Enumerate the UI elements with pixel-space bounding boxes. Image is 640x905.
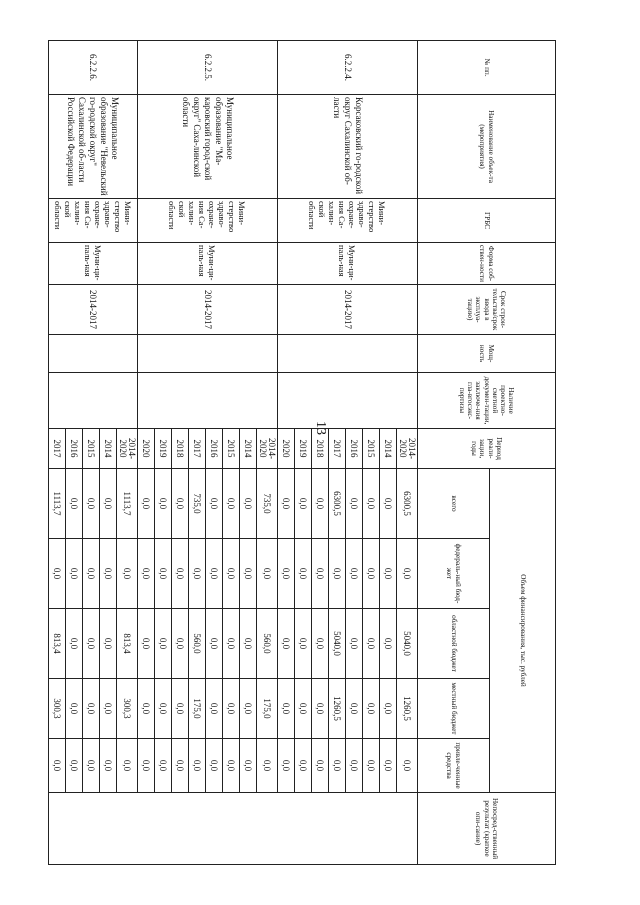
total-cell: 0,0 — [155, 469, 172, 539]
period-cell: 2014-2020 — [397, 429, 418, 469]
header-grbs: ГРБС — [418, 199, 556, 243]
local-cell: 0,0 — [83, 679, 100, 739]
federal-cell: 0,0 — [397, 539, 418, 609]
period-cell: 2017 — [329, 429, 346, 469]
period-cell: 2014-2020 — [257, 429, 278, 469]
private-cell: 0,0 — [100, 739, 117, 793]
table-row — [117, 41, 138, 865]
private-cell: 0,0 — [312, 739, 329, 793]
object-name: Муниципальное образование "Ма-каровский город-ской округ" Саха-линской области — [138, 95, 278, 199]
period-cell: 2016 — [206, 429, 223, 469]
object-name: Корсаковский го-родской округ Сахалинской об-ласти — [278, 95, 418, 199]
table-row — [257, 41, 278, 865]
total-cell: 0,0 — [83, 469, 100, 539]
regional-cell: 0,0 — [83, 609, 100, 679]
private-cell: 0,0 — [295, 739, 312, 793]
local-cell: 0,0 — [223, 679, 240, 739]
federal-cell: 0,0 — [363, 539, 380, 609]
header-term: Срок строи-тельства/срок ввода в эксплуа-тацию) — [418, 285, 556, 335]
period-cell: 2014-2020 — [117, 429, 138, 469]
total-cell: 0,0 — [240, 469, 257, 539]
local-cell: 0,0 — [138, 679, 155, 739]
regional-cell: 0,0 — [100, 609, 117, 679]
header-local: местный бюджет — [418, 679, 490, 739]
local-cell: 0,0 — [172, 679, 189, 739]
regional-cell: 0,0 — [240, 609, 257, 679]
header-period: Период реали-зации, годы — [418, 429, 556, 469]
local-cell: 1260,5 — [397, 679, 418, 739]
period-cell: 2017 — [49, 429, 66, 469]
private-cell: 0,0 — [223, 739, 240, 793]
regional-cell: 813,4 — [117, 609, 138, 679]
local-cell: 0,0 — [66, 679, 83, 739]
period-cell: 2019 — [295, 429, 312, 469]
term-cell: 2014-2017 — [49, 285, 138, 335]
period-cell: 2015 — [83, 429, 100, 469]
total-cell: 735,0 — [257, 469, 278, 539]
local-cell: 300,3 — [49, 679, 66, 739]
header-regional: областной бюджет — [418, 609, 490, 679]
period-cell: 2018 — [172, 429, 189, 469]
header-private: привле-ченные средства — [418, 739, 490, 793]
term-cell: 2014-2017 — [278, 285, 418, 335]
federal-cell: 0,0 — [312, 539, 329, 609]
federal-cell: 0,0 — [278, 539, 295, 609]
private-cell: 0,0 — [380, 739, 397, 793]
private-cell: 0,0 — [206, 739, 223, 793]
total-cell: 0,0 — [172, 469, 189, 539]
private-cell: 0,0 — [138, 739, 155, 793]
regional-cell: 0,0 — [172, 609, 189, 679]
private-cell: 0,0 — [189, 739, 206, 793]
period-cell: 2020 — [138, 429, 155, 469]
table-row — [397, 41, 418, 865]
local-cell: 0,0 — [380, 679, 397, 739]
period-cell: 2015 — [223, 429, 240, 469]
regional-cell: 560,0 — [257, 609, 278, 679]
federal-cell: 0,0 — [155, 539, 172, 609]
federal-cell: 0,0 — [172, 539, 189, 609]
total-cell: 1113,7 — [117, 469, 138, 539]
object-number: 6.2.2.5. — [138, 41, 278, 95]
local-cell: 0,0 — [312, 679, 329, 739]
total-cell: 0,0 — [380, 469, 397, 539]
grbs-cell: Мини-стерство здраво-охране-ния Са-халин-ской области — [278, 199, 418, 243]
capacity-cell — [278, 335, 418, 373]
financing-table — [48, 40, 556, 865]
private-cell: 0,0 — [49, 739, 66, 793]
local-cell: 0,0 — [278, 679, 295, 739]
regional-cell: 5040,0 — [329, 609, 346, 679]
object-name: Муниципальное образование "Невельский го-родской округ" Сахалинской об-ласти Российской Федерации — [49, 95, 138, 199]
capacity-cell — [138, 335, 278, 373]
federal-cell: 0,0 — [240, 539, 257, 609]
total-cell: 0,0 — [206, 469, 223, 539]
header-num: № пп. — [418, 41, 556, 95]
federal-cell: 0,0 — [83, 539, 100, 609]
regional-cell: 0,0 — [155, 609, 172, 679]
total-cell: 0,0 — [66, 469, 83, 539]
private-cell: 0,0 — [66, 739, 83, 793]
period-cell: 2014 — [240, 429, 257, 469]
regional-cell: 813,4 — [49, 609, 66, 679]
local-cell: 0,0 — [295, 679, 312, 739]
local-cell: 0,0 — [155, 679, 172, 739]
private-cell: 0,0 — [329, 739, 346, 793]
federal-cell: 0,0 — [189, 539, 206, 609]
private-cell: 0,0 — [117, 739, 138, 793]
private-cell: 0,0 — [240, 739, 257, 793]
regional-cell: 0,0 — [346, 609, 363, 679]
header-form: Форма соб-ствен-ности — [418, 243, 556, 285]
period-cell: 2014 — [380, 429, 397, 469]
private-cell: 0,0 — [155, 739, 172, 793]
term-cell: 2014-2017 — [138, 285, 278, 335]
page-number: 13 — [313, 421, 328, 435]
regional-cell: 0,0 — [295, 609, 312, 679]
total-cell: 0,0 — [223, 469, 240, 539]
total-cell: 0,0 — [278, 469, 295, 539]
object-number: 6.2.2.4. — [278, 41, 418, 95]
private-cell: 0,0 — [83, 739, 100, 793]
rotated-table-container — [52, 40, 556, 860]
period-cell: 2017 — [189, 429, 206, 469]
regional-cell: 0,0 — [223, 609, 240, 679]
header-funding: Объем финансирования, тыс. рублей — [490, 469, 556, 793]
total-cell: 735,0 — [189, 469, 206, 539]
local-cell: 175,0 — [189, 679, 206, 739]
period-cell: 2020 — [278, 429, 295, 469]
local-cell: 0,0 — [346, 679, 363, 739]
table-body — [49, 41, 418, 865]
result-cell — [49, 793, 418, 865]
regional-cell: 0,0 — [312, 609, 329, 679]
local-cell: 300,3 — [117, 679, 138, 739]
ownership-form-cell: Муни-ци-паль-ная — [278, 243, 418, 285]
federal-cell: 0,0 — [100, 539, 117, 609]
federal-cell: 0,0 — [380, 539, 397, 609]
grbs-cell: Мини-стерство здраво-охране-ния Са-халин-ской области — [49, 199, 138, 243]
docs-cell — [49, 373, 138, 429]
regional-cell: 5040,0 — [397, 609, 418, 679]
period-cell: 2016 — [66, 429, 83, 469]
local-cell: 175,0 — [257, 679, 278, 739]
federal-cell: 0,0 — [206, 539, 223, 609]
private-cell: 0,0 — [397, 739, 418, 793]
total-cell: 0,0 — [363, 469, 380, 539]
header-capacity: Мощ-ность — [418, 335, 556, 373]
total-cell: 0,0 — [100, 469, 117, 539]
header-result: Непосред-ственный результат (краткое опи-сание) — [418, 793, 556, 865]
private-cell: 0,0 — [278, 739, 295, 793]
regional-cell: 560,0 — [189, 609, 206, 679]
period-cell: 2014 — [100, 429, 117, 469]
regional-cell: 0,0 — [138, 609, 155, 679]
total-cell: 0,0 — [295, 469, 312, 539]
local-cell: 0,0 — [206, 679, 223, 739]
federal-cell: 0,0 — [66, 539, 83, 609]
period-cell: 2016 — [346, 429, 363, 469]
header-docs: Наличие проектно-сметной докумен-тации, заключе-ния гла-вгосэкс-пертизы — [418, 373, 556, 429]
total-cell: 0,0 — [138, 469, 155, 539]
docs-cell — [138, 373, 278, 429]
docs-cell — [278, 373, 418, 429]
header-name: Наименование объек-та (мероприятия) — [418, 95, 556, 199]
local-cell: 1260,5 — [329, 679, 346, 739]
object-number: 6.2.2.6. — [49, 41, 138, 95]
federal-cell: 0,0 — [329, 539, 346, 609]
federal-cell: 0,0 — [49, 539, 66, 609]
private-cell: 0,0 — [172, 739, 189, 793]
local-cell: 0,0 — [363, 679, 380, 739]
ownership-form-cell: Муни-ци-паль-ная — [49, 243, 138, 285]
capacity-cell — [49, 335, 138, 373]
ownership-form-cell: Муни-ци-паль-ная — [138, 243, 278, 285]
header-total: всего — [418, 469, 490, 539]
regional-cell: 0,0 — [380, 609, 397, 679]
regional-cell: 0,0 — [363, 609, 380, 679]
period-cell: 2018 — [312, 429, 329, 469]
private-cell: 0,0 — [363, 739, 380, 793]
grbs-cell: Мини-стерство здраво-охране-ния Са-халин-ской области — [138, 199, 278, 243]
total-cell: 0,0 — [346, 469, 363, 539]
federal-cell: 0,0 — [295, 539, 312, 609]
federal-cell: 0,0 — [117, 539, 138, 609]
regional-cell: 0,0 — [206, 609, 223, 679]
federal-cell: 0,0 — [223, 539, 240, 609]
total-cell: 6300,5 — [397, 469, 418, 539]
period-cell: 2019 — [155, 429, 172, 469]
total-cell: 6300,5 — [329, 469, 346, 539]
total-cell: 0,0 — [312, 469, 329, 539]
header-federal: федераль-ный бюд-жет — [418, 539, 490, 609]
regional-cell: 0,0 — [278, 609, 295, 679]
local-cell: 0,0 — [240, 679, 257, 739]
regional-cell: 0,0 — [66, 609, 83, 679]
total-cell: 1113,7 — [49, 469, 66, 539]
local-cell: 0,0 — [100, 679, 117, 739]
federal-cell: 0,0 — [257, 539, 278, 609]
table-header — [418, 41, 556, 865]
federal-cell: 0,0 — [346, 539, 363, 609]
private-cell: 0,0 — [257, 739, 278, 793]
period-cell: 2015 — [363, 429, 380, 469]
federal-cell: 0,0 — [138, 539, 155, 609]
private-cell: 0,0 — [346, 739, 363, 793]
